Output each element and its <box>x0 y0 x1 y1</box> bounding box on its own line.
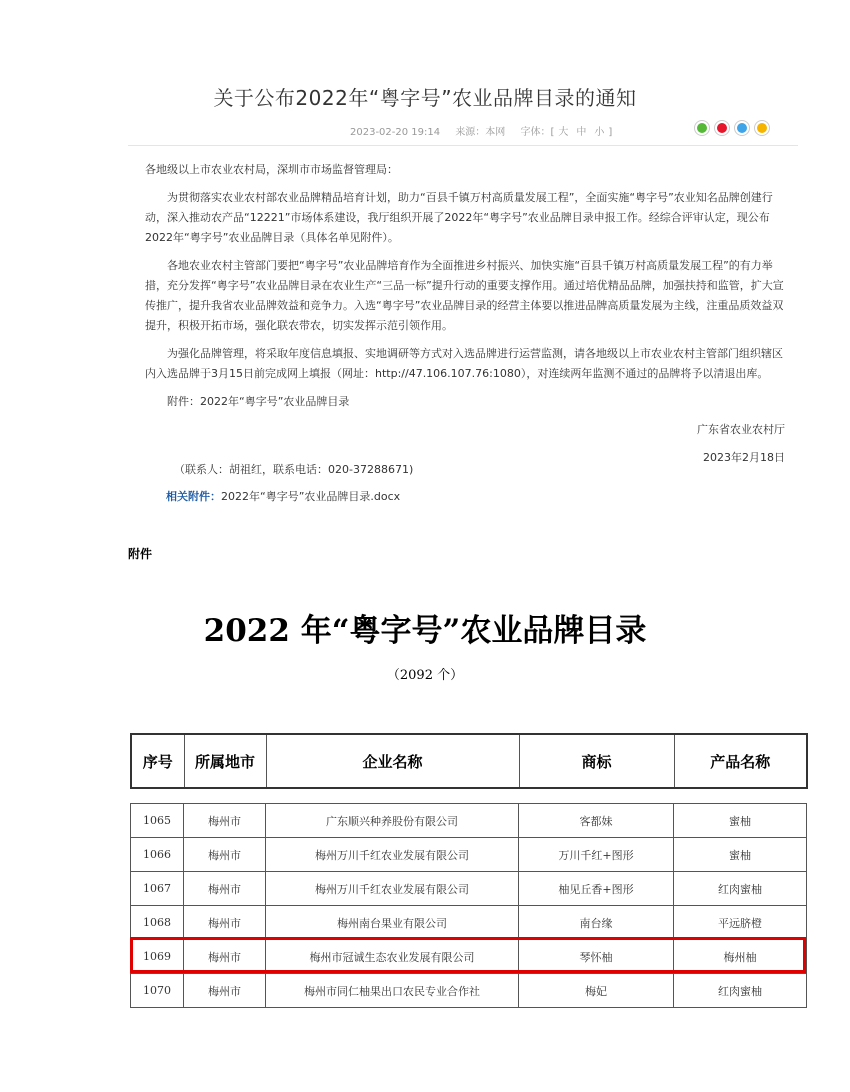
cell-trademark: 柚见丘香+图形 <box>519 872 674 906</box>
cell-index: 1068 <box>131 906 184 940</box>
cell-product: 平远脐橙 <box>674 906 807 940</box>
article-title: 关于公布2022年“粤字号”农业品牌目录的通知 <box>213 86 637 110</box>
document-title: 2022 年“粤字号”农业品牌目录 <box>203 613 647 649</box>
cell-index: 1070 <box>131 974 184 1008</box>
font-large-button[interactable]: 大 <box>558 127 569 138</box>
font-size-close: ] <box>608 127 613 138</box>
table-header <box>130 733 808 789</box>
cell-city: 梅州市 <box>184 838 266 872</box>
table-row <box>131 906 807 940</box>
cell-company: 梅州市冠诚生态农业发展有限公司 <box>266 940 519 974</box>
brand-table <box>130 803 807 1008</box>
article-meta <box>350 123 612 138</box>
article-body <box>145 160 785 476</box>
cell-product: 蜜柚 <box>674 838 807 872</box>
cell-index: 1066 <box>131 838 184 872</box>
font-medium-button[interactable]: 中 <box>576 127 587 138</box>
brand-count: （2092 个） <box>386 668 464 683</box>
table-row-highlighted <box>131 940 807 974</box>
paragraph: 各地农业农村主管部门要把“粤字号”农业品牌培育作为全面推进乡村振兴、加快实施“百县千镇万村高质量发展工程”的有力举措，充分发挥“粤字号”农业品牌目录在农业生产“三品一标”提升行动的重要支撑作用。通过培优精品品牌，加强扶持和监管，扩大宣传推广，提升我省农业品牌效益和竞争力。入选“粤字号”农业品牌目录的经营主体要以推进品牌高质量发展为主线，注重品质效益双提升，积极开拓市场，强化联农带农，切实发挥示范引领作用。 <box>145 259 784 332</box>
cell-city: 梅州市 <box>184 974 266 1008</box>
cell-index: 1067 <box>131 872 184 906</box>
cell-city: 梅州市 <box>184 872 266 906</box>
share-bar <box>694 120 770 136</box>
publish-date: 2023-02-20 19:14 <box>350 127 441 138</box>
qq-icon[interactable] <box>734 120 750 136</box>
cell-company: 广东顺兴种养股份有限公司 <box>266 804 519 838</box>
title-divider <box>128 145 798 146</box>
attachment-note: 附件：2022年“粤字号”农业品牌目录 <box>167 395 350 408</box>
cell-product: 红肉蜜柚 <box>674 872 807 906</box>
cell-company: 梅州万川千红农业发展有限公司 <box>266 838 519 872</box>
cell-city: 梅州市 <box>184 940 266 974</box>
header-company: 企业名称 <box>266 734 519 788</box>
header-product: 产品名称 <box>674 734 807 788</box>
cell-company: 梅州南台果业有限公司 <box>266 906 519 940</box>
table-row <box>131 974 807 1008</box>
cell-trademark: 万川千红+图形 <box>519 838 674 872</box>
paragraph: 为强化品牌管理，将采取年度信息填报、实地调研等方式对入选品牌进行运营监测，请各地级以上市农业农村主管部门组织辖区内入选品牌于3月15日前完成网上填报（网址：http://47.106.107.76:1080），对连续两年监测不通过的品牌将予以清退出库。 <box>145 347 783 380</box>
cell-index: 1069 <box>131 940 184 974</box>
cell-trademark: 梅妃 <box>519 974 674 1008</box>
weibo-icon[interactable] <box>714 120 730 136</box>
cell-city: 梅州市 <box>184 804 266 838</box>
header-trademark: 商标 <box>519 734 674 788</box>
attachment-label: 附件 <box>128 547 153 561</box>
greeting: 各地级以上市农业农村局，深圳市市场监督管理局： <box>145 163 398 176</box>
cell-company: 梅州万川千红农业发展有限公司 <box>266 872 519 906</box>
related-attachment <box>166 488 400 504</box>
font-size-label: 字体：[ <box>520 127 555 138</box>
related-file-link[interactable]: 2022年“粤字号”农业品牌目录.docx <box>221 490 401 503</box>
cell-trademark: 客都妹 <box>519 804 674 838</box>
table-row <box>131 804 807 838</box>
contact-info: （联系人：胡祖红，联系电话：020-37288671) <box>174 463 414 476</box>
cell-city: 梅州市 <box>184 906 266 940</box>
cell-company: 梅州市同仁柚果出口农民专业合作社 <box>266 974 519 1008</box>
table-row <box>131 872 807 906</box>
font-small-button[interactable]: 小 <box>594 127 605 138</box>
header-city: 所属地市 <box>184 734 266 788</box>
signature-date: 2023年2月18日 <box>703 451 785 464</box>
related-label: 相关附件： <box>166 490 221 503</box>
paragraph: 为贯彻落实农业农村部农业品牌精品培育计划，助力“百县千镇万村高质量发展工程”，全面实施“粤字号”农业知名品牌创建行动，深入推动农产品“12221”市场体系建设，我厅组织开展了2022年“粤字号”农业品牌目录申报工作。经综合评审认定，现公布2022年“粤字号”农业品牌目录（具体名单见附件）。 <box>145 191 773 244</box>
wechat-icon[interactable] <box>694 120 710 136</box>
cell-index: 1065 <box>131 804 184 838</box>
font-size-control <box>521 127 613 138</box>
table-row <box>131 838 807 872</box>
cell-product: 红肉蜜柚 <box>674 974 807 1008</box>
cell-product: 梅州柚 <box>674 940 807 974</box>
cell-trademark: 琴怀柚 <box>519 940 674 974</box>
article-source: 来源：本网 <box>455 127 506 138</box>
signature-org: 广东省农业农村厅 <box>697 423 785 436</box>
qzone-icon[interactable] <box>754 120 770 136</box>
header-index: 序号 <box>131 734 184 788</box>
cell-trademark: 南台缘 <box>519 906 674 940</box>
cell-product: 蜜柚 <box>674 804 807 838</box>
